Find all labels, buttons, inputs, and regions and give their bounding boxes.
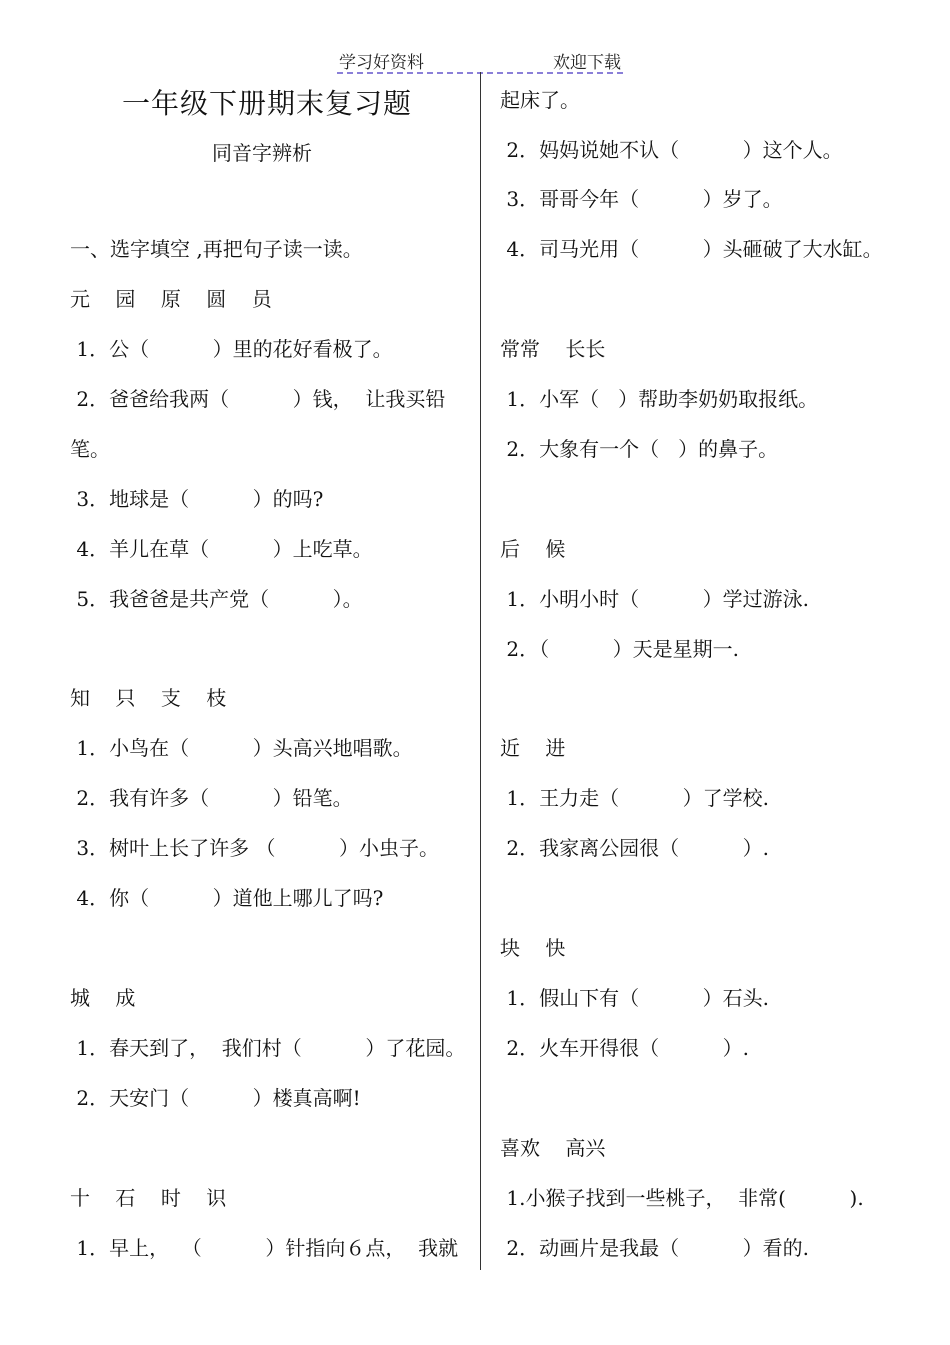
char-group-heading: 知 只 支 枝 bbox=[70, 686, 227, 710]
char-group-heading: 十 石 时 识 bbox=[70, 1186, 227, 1210]
question-line: 4．司马光用（ ）头砸破了大水缸。 bbox=[500, 237, 883, 261]
question-line: 4．你（ ）道他上哪儿了吗? bbox=[70, 886, 384, 910]
question-line: 2．动画片是我最（ ）看的. bbox=[500, 1236, 810, 1260]
question-line: 2．大象有一个（ ）的鼻子。 bbox=[500, 437, 779, 461]
section-instruction: 一、选字填空 ,再把句子读一读。 bbox=[70, 237, 363, 261]
char-group-heading: 元 园 原 圆 员 bbox=[70, 287, 272, 311]
page-header bbox=[337, 46, 623, 74]
question-line: 2．（ ）天是星期一. bbox=[500, 637, 740, 661]
page-title: 一年级下册期末复习题 bbox=[122, 87, 413, 120]
question-line: 3．树叶上长了许多 （ ）小虫子。 bbox=[70, 836, 440, 860]
question-line: 1．小军（ ）帮助李奶奶取报纸。 bbox=[500, 387, 819, 411]
question-line: 1．小明小时（ ）学过游泳. bbox=[500, 587, 810, 611]
char-group-heading: 近 进 bbox=[500, 736, 566, 760]
char-group-heading: 城 成 bbox=[70, 986, 136, 1010]
header-left-text: 学习好资料 bbox=[339, 53, 424, 73]
question-line: 1．王力走（ ）了学校. bbox=[500, 786, 770, 810]
question-line: 3．哥哥今年（ ）岁了。 bbox=[500, 187, 783, 211]
header-right-text: 欢迎下载 bbox=[553, 53, 621, 73]
question-line: 1．早上， （ ）针指向６点， 我就 bbox=[70, 1236, 459, 1260]
char-group-heading: 后 候 bbox=[500, 537, 566, 561]
question-line: 2．爸爸给我两（ ）钱， 让我买铅 bbox=[70, 387, 446, 411]
question-line: 起床了。 bbox=[500, 88, 580, 112]
char-group-heading: 常常 长长 bbox=[500, 337, 606, 361]
page-subtitle: 同音字辨析 bbox=[212, 141, 312, 165]
column-divider bbox=[480, 72, 481, 1270]
question-line: 1.小猴子找到一些桃子， 非常( ). bbox=[500, 1186, 864, 1210]
question-line: 1．公（ ）里的花好看极了。 bbox=[70, 337, 393, 361]
question-line: 1．春天到了， 我们村（ ）了花园。 bbox=[70, 1036, 466, 1060]
question-line: 3．地球是（ ）的吗? bbox=[70, 487, 324, 511]
question-line: 2．天安门（ ）楼真高啊! bbox=[70, 1086, 361, 1110]
question-line: 2．我家离公园很（ ）. bbox=[500, 836, 770, 860]
question-line: 2．妈妈说她不认（ ）这个人。 bbox=[500, 138, 843, 162]
question-line: 1．小鸟在（ ）头高兴地唱歌。 bbox=[70, 736, 413, 760]
question-line: 笔。 bbox=[70, 437, 110, 461]
question-line: 2．我有许多（ ）铅笔。 bbox=[70, 786, 353, 810]
question-line: 5．我爸爸是共产党（ ）。 bbox=[70, 587, 363, 611]
question-line: 4．羊儿在草（ ）上吃草。 bbox=[70, 537, 373, 561]
char-group-heading: 喜欢 高兴 bbox=[500, 1136, 606, 1160]
question-line: 1．假山下有（ ）石头. bbox=[500, 986, 770, 1010]
char-group-heading: 块 快 bbox=[500, 936, 566, 960]
question-line: 2．火车开得很（ ）. bbox=[500, 1036, 750, 1060]
